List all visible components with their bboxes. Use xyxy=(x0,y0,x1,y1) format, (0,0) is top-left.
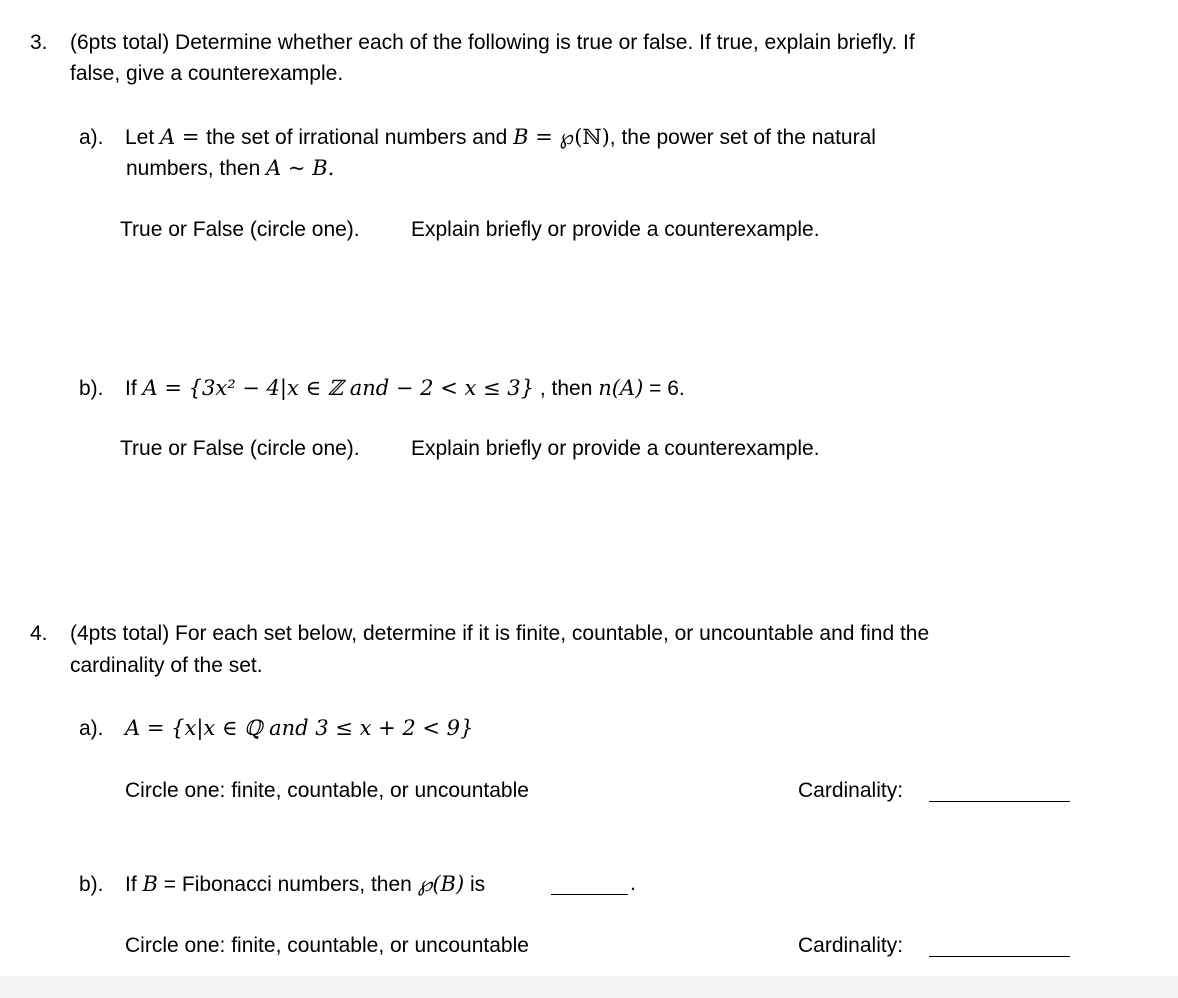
q3b-suffix: = 6. xyxy=(643,377,685,400)
q3b-mid: , then xyxy=(534,377,599,400)
q4b-prefix: If xyxy=(125,873,143,896)
q3b-prefix: If xyxy=(125,377,143,400)
q3a-prefix: Let xyxy=(125,126,161,149)
q3a-equivalence: A ~ B. xyxy=(266,156,335,180)
q4a-cardinality-blank[interactable] xyxy=(929,801,1070,802)
q3-prompt-line1 xyxy=(30,28,915,58)
q4b-answer-blank[interactable] xyxy=(551,894,628,895)
q4b-power-set: ℘(B) xyxy=(417,872,465,896)
q4a-line xyxy=(79,713,473,744)
q3-number: 3. xyxy=(30,31,48,54)
q4b-cardinality-blank[interactable] xyxy=(929,956,1070,957)
q4a-cardinality xyxy=(798,776,903,806)
q4b-circle-one: Circle one: finite, countable, or uncountable xyxy=(125,934,529,957)
q3-prompt-text-1: (6pts total) Determine whether each of the following is true or false. If true, explain briefly. If xyxy=(70,31,915,54)
q3a-label: a). xyxy=(79,126,104,149)
q4-prompt-line1 xyxy=(30,619,929,649)
q4a-label: a). xyxy=(79,717,104,740)
q4b-label: b). xyxy=(79,873,104,896)
q4b-cardinality-label: Cardinality: xyxy=(798,934,904,957)
page-bottom-strip xyxy=(0,976,1178,998)
q3b-set-definition: A = {3x² − 4|x ∈ ℤ and − 2 < x ≤ 3} xyxy=(142,376,534,400)
q4b-math-b: B xyxy=(142,872,158,896)
q4a-circle-one: Circle one: finite, countable, or uncountable xyxy=(125,779,529,802)
q4b-mid: = Fibonacci numbers, then xyxy=(157,873,418,896)
q4-prompt-line2: cardinality of the set. xyxy=(70,654,263,677)
q3-prompt-line2: false, give a counterexample. xyxy=(70,62,344,85)
q3a-line2 xyxy=(126,153,334,184)
q3a-eq1: = xyxy=(175,125,207,149)
q3a-line1 xyxy=(79,122,876,153)
q4b-line xyxy=(79,869,485,900)
q3a-math-b: B xyxy=(513,125,529,149)
q4a-cardinality-label: Cardinality: xyxy=(798,779,904,802)
q3b-cardinality-expr: n(A) xyxy=(598,376,644,400)
q3a-true-false: True or False (circle one). xyxy=(120,218,360,241)
q4b-period: . xyxy=(630,872,636,895)
q3a-line2-prefix: numbers, then xyxy=(126,157,267,180)
q4b-cardinality xyxy=(798,931,903,961)
q3b-true-false: True or False (circle one). xyxy=(120,437,360,460)
q3a-mid: the set of irrational numbers and xyxy=(206,126,514,149)
q4-prompt-text-1: (4pts total) For each set below, determine if it is finite, countable, or uncountable and find the xyxy=(70,622,930,645)
q3a-math-a: A xyxy=(160,125,176,149)
q3b-explain: Explain briefly or provide a counterexample. xyxy=(411,437,820,460)
q3a-suffix: , the power set of the natural xyxy=(609,126,876,149)
q3a-power-set: = ℘(ℕ) xyxy=(528,125,610,149)
q3b-label: b). xyxy=(79,377,104,400)
q4a-set-definition: A = {x|x ∈ ℚ and 3 ≤ x + 2 < 9} xyxy=(125,716,474,740)
q4-number: 4. xyxy=(30,622,48,645)
q3a-explain: Explain briefly or provide a counterexample. xyxy=(411,218,820,241)
q4b-is: is xyxy=(464,873,486,896)
q3b-line xyxy=(79,373,685,404)
